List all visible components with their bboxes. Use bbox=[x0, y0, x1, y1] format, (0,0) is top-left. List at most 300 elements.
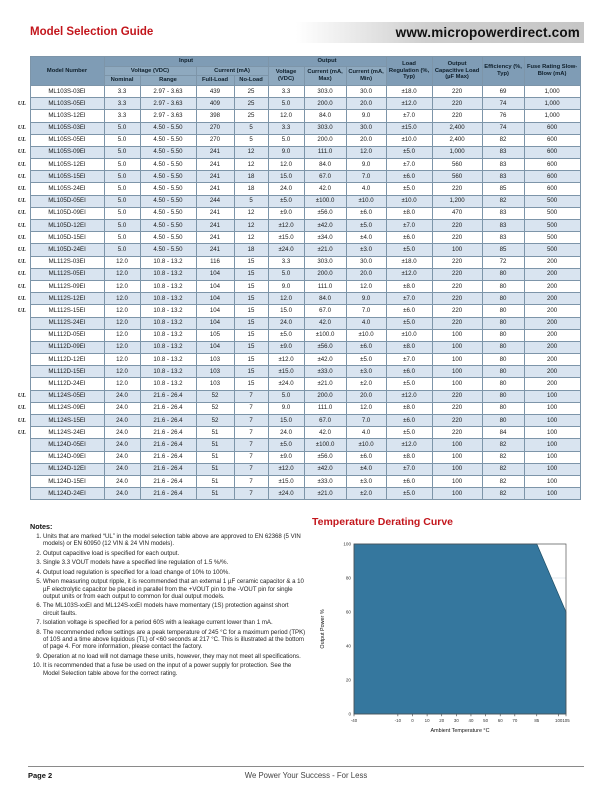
value-cell: 9.0 bbox=[346, 159, 386, 171]
value-cell: ±7.0 bbox=[386, 220, 432, 232]
value-cell: ±2.0 bbox=[346, 488, 386, 500]
value-cell: 30.0 bbox=[346, 85, 386, 97]
value-cell: ±5.0 bbox=[346, 354, 386, 366]
value-cell: ±7.0 bbox=[386, 110, 432, 122]
value-cell: 72 bbox=[482, 256, 524, 268]
value-cell: 100 bbox=[524, 415, 580, 427]
value-cell: 12.0 bbox=[268, 159, 304, 171]
ul-mark: UL bbox=[14, 207, 30, 219]
value-cell: 80 bbox=[482, 390, 524, 402]
value-cell: ±6.0 bbox=[386, 366, 432, 378]
model-number-cell: ML112S-09EI bbox=[30, 280, 104, 292]
value-cell: 200 bbox=[524, 305, 580, 317]
ul-mark: UL bbox=[14, 305, 30, 317]
value-cell: 80 bbox=[482, 366, 524, 378]
value-cell: ±15.0 bbox=[268, 475, 304, 487]
value-cell: 24.0 bbox=[104, 451, 140, 463]
value-cell: 200.0 bbox=[304, 134, 346, 146]
value-cell: 241 bbox=[196, 232, 234, 244]
value-cell: 24.0 bbox=[104, 439, 140, 451]
value-cell: 241 bbox=[196, 171, 234, 183]
ul-mark bbox=[14, 463, 30, 475]
value-cell: ±34.0 bbox=[304, 232, 346, 244]
value-cell: 2.97 - 3.63 bbox=[140, 85, 196, 97]
value-cell: 12 bbox=[234, 207, 268, 219]
value-cell: ±5.0 bbox=[386, 427, 432, 439]
ul-mark: UL bbox=[14, 415, 30, 427]
value-cell: ±10.0 bbox=[346, 195, 386, 207]
value-cell: 18 bbox=[234, 183, 268, 195]
value-cell: 12 bbox=[234, 232, 268, 244]
value-cell: 5.0 bbox=[104, 159, 140, 171]
value-cell: 200 bbox=[524, 293, 580, 305]
value-cell: 12 bbox=[234, 146, 268, 158]
model-number-cell: ML112S-05EI bbox=[30, 268, 104, 280]
value-cell: 100 bbox=[432, 488, 482, 500]
derating-chart-block bbox=[312, 516, 588, 744]
value-cell: 85 bbox=[482, 183, 524, 195]
value-cell: 9.0 bbox=[346, 293, 386, 305]
value-cell: ±56.0 bbox=[304, 207, 346, 219]
value-cell: 24.0 bbox=[104, 427, 140, 439]
value-cell: 220 bbox=[432, 268, 482, 280]
value-cell: 10.8 - 13.2 bbox=[140, 280, 196, 292]
value-cell: 15 bbox=[234, 317, 268, 329]
value-cell: 84.0 bbox=[304, 110, 346, 122]
value-cell: 220 bbox=[432, 256, 482, 268]
value-cell: 439 bbox=[196, 85, 234, 97]
value-cell: 100 bbox=[432, 329, 482, 341]
value-cell: 4.50 - 5.50 bbox=[140, 207, 196, 219]
value-cell: ±9.0 bbox=[268, 207, 304, 219]
value-cell: 104 bbox=[196, 305, 234, 317]
value-cell: 82 bbox=[482, 463, 524, 475]
value-cell: 82 bbox=[482, 439, 524, 451]
page-footer bbox=[28, 766, 584, 780]
col-input-current: Current (mA) bbox=[196, 66, 268, 76]
value-cell: 4.50 - 5.50 bbox=[140, 159, 196, 171]
value-cell: ±6.0 bbox=[386, 171, 432, 183]
value-cell: ±5.0 bbox=[386, 488, 432, 500]
table-row bbox=[14, 415, 580, 427]
value-cell: 51 bbox=[196, 439, 234, 451]
value-cell: 74 bbox=[482, 98, 524, 110]
value-cell: 220 bbox=[432, 183, 482, 195]
value-cell: ±12.0 bbox=[386, 268, 432, 280]
value-cell: 220 bbox=[432, 415, 482, 427]
value-cell: 51 bbox=[196, 451, 234, 463]
model-number-cell: ML103S-12EI bbox=[30, 110, 104, 122]
value-cell: ±21.0 bbox=[304, 488, 346, 500]
value-cell: 12.0 bbox=[104, 268, 140, 280]
table-row bbox=[14, 402, 580, 414]
value-cell: 15 bbox=[234, 293, 268, 305]
value-cell: 9.0 bbox=[268, 280, 304, 292]
website-url[interactable]: www.micropowerdirect.com bbox=[395, 25, 580, 40]
model-number-cell: ML112D-12EI bbox=[30, 354, 104, 366]
value-cell: 15 bbox=[234, 341, 268, 353]
y-tick-label: 80 bbox=[345, 575, 351, 581]
value-cell: 2.97 - 3.63 bbox=[140, 110, 196, 122]
value-cell: 103 bbox=[196, 354, 234, 366]
value-cell: 7.0 bbox=[346, 171, 386, 183]
value-cell: 15 bbox=[234, 329, 268, 341]
value-cell: 10.8 - 13.2 bbox=[140, 305, 196, 317]
value-cell: 80 bbox=[482, 268, 524, 280]
value-cell: 5.0 bbox=[104, 183, 140, 195]
value-cell: 241 bbox=[196, 207, 234, 219]
table-row bbox=[14, 110, 580, 122]
value-cell: ±18.0 bbox=[386, 85, 432, 97]
value-cell: 24.0 bbox=[104, 390, 140, 402]
value-cell: 100 bbox=[524, 390, 580, 402]
value-cell: 51 bbox=[196, 488, 234, 500]
value-cell: 600 bbox=[524, 146, 580, 158]
value-cell: 104 bbox=[196, 293, 234, 305]
value-cell: 12 bbox=[234, 159, 268, 171]
value-cell: 5 bbox=[234, 122, 268, 134]
value-cell: 21.6 - 26.4 bbox=[140, 427, 196, 439]
value-cell: ±5.0 bbox=[386, 317, 432, 329]
notes-list bbox=[43, 533, 306, 677]
value-cell: 82 bbox=[482, 195, 524, 207]
table-row bbox=[14, 451, 580, 463]
value-cell: 21.6 - 26.4 bbox=[140, 415, 196, 427]
value-cell: 10.8 - 13.2 bbox=[140, 317, 196, 329]
value-cell: 83 bbox=[482, 171, 524, 183]
value-cell: 600 bbox=[524, 183, 580, 195]
value-cell: 500 bbox=[524, 207, 580, 219]
value-cell: ±100.0 bbox=[304, 439, 346, 451]
table-row bbox=[14, 98, 580, 110]
model-number-cell: ML112S-03EI bbox=[30, 256, 104, 268]
ul-mark: UL bbox=[14, 146, 30, 158]
value-cell: 67.0 bbox=[304, 305, 346, 317]
value-cell: 74 bbox=[482, 122, 524, 134]
value-cell: 100 bbox=[432, 378, 482, 390]
value-cell: 100 bbox=[524, 475, 580, 487]
model-number-cell: ML124S-15EI bbox=[30, 415, 104, 427]
value-cell: 20.0 bbox=[346, 98, 386, 110]
value-cell: 7 bbox=[234, 488, 268, 500]
value-cell: 24.0 bbox=[268, 317, 304, 329]
value-cell: 12.0 bbox=[268, 110, 304, 122]
note-item: 1. Units that are marked “UL” in the model selection table above are approved to EN 62368 (5 VIN models) or EN 60950 (12 VIN & 24 VIN models). bbox=[43, 533, 306, 548]
value-cell: 103 bbox=[196, 366, 234, 378]
value-cell: 15.0 bbox=[268, 305, 304, 317]
y-tick-label: 100 bbox=[343, 541, 351, 547]
model-number-cell: ML112S-12EI bbox=[30, 293, 104, 305]
x-tick-label: 20 bbox=[439, 718, 445, 723]
table-row bbox=[14, 293, 580, 305]
value-cell: 220 bbox=[432, 232, 482, 244]
value-cell: 52 bbox=[196, 415, 234, 427]
col-nominal: Nominal bbox=[104, 76, 140, 86]
value-cell: ±42.0 bbox=[304, 354, 346, 366]
value-cell: 83 bbox=[482, 220, 524, 232]
value-cell: ±3.0 bbox=[346, 366, 386, 378]
website-banner bbox=[296, 22, 584, 43]
y-tick-label: 20 bbox=[345, 677, 351, 683]
x-tick-label: 10 bbox=[424, 718, 430, 723]
table-row bbox=[14, 85, 580, 97]
ul-mark: UL bbox=[14, 122, 30, 134]
ul-mark bbox=[14, 354, 30, 366]
value-cell: ±8.0 bbox=[386, 402, 432, 414]
value-cell: 100 bbox=[432, 341, 482, 353]
value-cell: ±5.0 bbox=[268, 195, 304, 207]
x-tick-label: -10 bbox=[394, 718, 402, 723]
value-cell: 15 bbox=[234, 305, 268, 317]
value-cell: 12.0 bbox=[104, 317, 140, 329]
value-cell: 25 bbox=[234, 98, 268, 110]
notes-heading: Notes: bbox=[30, 522, 53, 531]
table-row bbox=[14, 366, 580, 378]
value-cell: 105 bbox=[196, 329, 234, 341]
table-row bbox=[14, 329, 580, 341]
value-cell: 80 bbox=[482, 317, 524, 329]
value-cell: ±7.0 bbox=[386, 293, 432, 305]
model-number-cell: ML103S-05EI bbox=[30, 98, 104, 110]
value-cell: 5 bbox=[234, 134, 268, 146]
model-number-cell: ML105D-09EI bbox=[30, 207, 104, 219]
model-number-cell: ML124D-15EI bbox=[30, 475, 104, 487]
value-cell: 76 bbox=[482, 110, 524, 122]
model-number-cell: ML112D-05EI bbox=[30, 329, 104, 341]
value-cell: 5.0 bbox=[104, 171, 140, 183]
value-cell: 100 bbox=[524, 488, 580, 500]
ul-mark: UL bbox=[14, 427, 30, 439]
value-cell: ±8.0 bbox=[386, 207, 432, 219]
value-cell: 5.0 bbox=[104, 207, 140, 219]
value-cell: 10.8 - 13.2 bbox=[140, 354, 196, 366]
value-cell: 42.0 bbox=[304, 183, 346, 195]
value-cell: 15 bbox=[234, 280, 268, 292]
value-cell: ±3.0 bbox=[346, 475, 386, 487]
ul-mark bbox=[14, 85, 30, 97]
y-tick-label: 40 bbox=[345, 643, 351, 649]
value-cell: 10.8 - 13.2 bbox=[140, 378, 196, 390]
value-cell: ±21.0 bbox=[304, 378, 346, 390]
value-cell: 9.0 bbox=[268, 402, 304, 414]
ul-mark: UL bbox=[14, 293, 30, 305]
table-row bbox=[14, 280, 580, 292]
value-cell: 5.0 bbox=[268, 134, 304, 146]
value-cell: 84 bbox=[482, 427, 524, 439]
value-cell: 15.0 bbox=[268, 171, 304, 183]
value-cell: 100 bbox=[432, 463, 482, 475]
model-number-cell: ML105D-15EI bbox=[30, 232, 104, 244]
value-cell: 7 bbox=[234, 402, 268, 414]
ul-mark bbox=[14, 317, 30, 329]
value-cell: 4.50 - 5.50 bbox=[140, 220, 196, 232]
value-cell: ±5.0 bbox=[386, 183, 432, 195]
value-cell: 51 bbox=[196, 427, 234, 439]
value-cell: 12.0 bbox=[104, 341, 140, 353]
value-cell: ±10.0 bbox=[386, 329, 432, 341]
value-cell: 100 bbox=[524, 439, 580, 451]
value-cell: 83 bbox=[482, 146, 524, 158]
value-cell: ±2.0 bbox=[346, 378, 386, 390]
value-cell: 560 bbox=[432, 159, 482, 171]
value-cell: ±6.0 bbox=[386, 232, 432, 244]
value-cell: 20.0 bbox=[346, 134, 386, 146]
value-cell: ±5.0 bbox=[346, 220, 386, 232]
value-cell: 100 bbox=[432, 439, 482, 451]
col-output-current-min: Current (mA, Min) bbox=[346, 66, 386, 85]
value-cell: 200 bbox=[524, 317, 580, 329]
value-cell: 1,000 bbox=[524, 98, 580, 110]
y-tick-label: 0 bbox=[348, 711, 351, 717]
value-cell: 220 bbox=[432, 98, 482, 110]
value-cell: 24.0 bbox=[268, 183, 304, 195]
value-cell: ±4.0 bbox=[346, 232, 386, 244]
value-cell: 200 bbox=[524, 329, 580, 341]
note-item: 2. Output capacitive load is specified for each output. bbox=[43, 550, 306, 557]
x-tick-label: 50 bbox=[483, 718, 489, 723]
x-tick-label: 30 bbox=[453, 718, 459, 723]
value-cell: 84.0 bbox=[304, 293, 346, 305]
value-cell: ±5.0 bbox=[268, 329, 304, 341]
value-cell: 18 bbox=[234, 171, 268, 183]
model-number-cell: ML124D-09EI bbox=[30, 451, 104, 463]
value-cell: ±7.0 bbox=[386, 354, 432, 366]
value-cell: 241 bbox=[196, 146, 234, 158]
value-cell: 30.0 bbox=[346, 256, 386, 268]
value-cell: 80 bbox=[482, 280, 524, 292]
model-number-cell: ML105D-24EI bbox=[30, 244, 104, 256]
value-cell: 111.0 bbox=[304, 402, 346, 414]
value-cell: 5.0 bbox=[104, 244, 140, 256]
ul-mark: UL bbox=[14, 171, 30, 183]
value-cell: 220 bbox=[432, 280, 482, 292]
value-cell: 111.0 bbox=[304, 146, 346, 158]
value-cell: 21.6 - 26.4 bbox=[140, 390, 196, 402]
value-cell: 69 bbox=[482, 85, 524, 97]
value-cell: 5.0 bbox=[268, 390, 304, 402]
value-cell: ±10.0 bbox=[386, 134, 432, 146]
x-tick-label: 70 bbox=[512, 718, 518, 723]
value-cell: 200 bbox=[524, 268, 580, 280]
value-cell: 24.0 bbox=[104, 488, 140, 500]
model-number-cell: ML103S-03EI bbox=[30, 85, 104, 97]
value-cell: ±21.0 bbox=[304, 244, 346, 256]
ul-mark: UL bbox=[14, 195, 30, 207]
value-cell: 500 bbox=[524, 195, 580, 207]
value-cell: 52 bbox=[196, 390, 234, 402]
value-cell: 5.0 bbox=[104, 195, 140, 207]
value-cell: 200 bbox=[524, 366, 580, 378]
value-cell: 4.50 - 5.50 bbox=[140, 146, 196, 158]
value-cell: ±24.0 bbox=[268, 488, 304, 500]
value-cell: ±9.0 bbox=[268, 341, 304, 353]
value-cell: 270 bbox=[196, 122, 234, 134]
value-cell: 82 bbox=[482, 451, 524, 463]
col-load-regulation: Load Regulation (%, Typ) bbox=[386, 57, 432, 86]
col-full-load: Full-Load bbox=[196, 76, 234, 86]
col-fuse-rating: Fuse Rating Slow-Blow (mA) bbox=[524, 57, 580, 86]
ul-mark bbox=[14, 488, 30, 500]
model-number-cell: ML105S-24EI bbox=[30, 183, 104, 195]
value-cell: 1,000 bbox=[524, 85, 580, 97]
table-row bbox=[14, 378, 580, 390]
value-cell: ±6.0 bbox=[386, 475, 432, 487]
chart-title: Temperature Derating Curve bbox=[312, 516, 454, 528]
value-cell: 21.6 - 26.4 bbox=[140, 439, 196, 451]
page-title: Model Selection Guide bbox=[30, 26, 154, 38]
value-cell: 21.6 - 26.4 bbox=[140, 488, 196, 500]
col-input-voltage: Voltage (VDC) bbox=[104, 66, 196, 76]
value-cell: 104 bbox=[196, 280, 234, 292]
value-cell: 5.0 bbox=[268, 98, 304, 110]
value-cell: 409 bbox=[196, 98, 234, 110]
value-cell: 12.0 bbox=[104, 305, 140, 317]
value-cell: 12.0 bbox=[346, 402, 386, 414]
model-number-cell: ML105S-09EI bbox=[30, 146, 104, 158]
table-row bbox=[14, 305, 580, 317]
model-number-cell: ML112D-15EI bbox=[30, 366, 104, 378]
value-cell: 12.0 bbox=[104, 366, 140, 378]
value-cell: 7 bbox=[234, 475, 268, 487]
ul-column-header bbox=[14, 57, 30, 86]
value-cell: 5.0 bbox=[268, 268, 304, 280]
value-cell: 220 bbox=[432, 220, 482, 232]
value-cell: 80 bbox=[482, 354, 524, 366]
ul-mark: UL bbox=[14, 220, 30, 232]
value-cell: 200 bbox=[524, 354, 580, 366]
value-cell: 100 bbox=[432, 475, 482, 487]
table-row bbox=[14, 427, 580, 439]
table-row bbox=[14, 195, 580, 207]
value-cell: 10.8 - 13.2 bbox=[140, 329, 196, 341]
table-row bbox=[14, 439, 580, 451]
value-cell: 12.0 bbox=[104, 280, 140, 292]
table-row bbox=[14, 122, 580, 134]
ul-mark bbox=[14, 329, 30, 341]
value-cell: 83 bbox=[482, 159, 524, 171]
col-model-number: Model Number bbox=[30, 57, 104, 86]
value-cell: ±42.0 bbox=[304, 463, 346, 475]
value-cell: ±12.0 bbox=[386, 390, 432, 402]
value-cell: 83 bbox=[482, 207, 524, 219]
value-cell: 3.3 bbox=[104, 110, 140, 122]
table-row bbox=[14, 341, 580, 353]
value-cell: 15 bbox=[234, 354, 268, 366]
table-row bbox=[14, 488, 580, 500]
value-cell: 600 bbox=[524, 159, 580, 171]
value-cell: 111.0 bbox=[304, 280, 346, 292]
value-cell: 220 bbox=[432, 110, 482, 122]
note-item: 7. Isolation voltage is specified for a period 60S with a leakage current lower than 1 mA. bbox=[43, 619, 306, 626]
value-cell: 241 bbox=[196, 244, 234, 256]
value-cell: ±100.0 bbox=[304, 329, 346, 341]
value-cell: 12.0 bbox=[104, 378, 140, 390]
table-row bbox=[14, 183, 580, 195]
value-cell: 24.0 bbox=[104, 475, 140, 487]
value-cell: 9.0 bbox=[268, 146, 304, 158]
value-cell: 12 bbox=[234, 220, 268, 232]
value-cell: 200.0 bbox=[304, 390, 346, 402]
value-cell: 3.3 bbox=[104, 98, 140, 110]
y-tick-label: 60 bbox=[345, 609, 351, 615]
value-cell: ±15.0 bbox=[386, 122, 432, 134]
note-item: 8. The recommended reflow settings are a peak temperature of 245 °C for a maximum period (TPK) of 10S and a time above liquidous (TL) of <60 seconds at 217 °C. This is illustrated at the bottom of page 4. For more information, please contact the factory. bbox=[43, 629, 306, 651]
value-cell: 25 bbox=[234, 110, 268, 122]
ul-mark: UL bbox=[14, 159, 30, 171]
value-cell: 80 bbox=[482, 305, 524, 317]
value-cell: 82 bbox=[482, 488, 524, 500]
value-cell: 21.6 - 26.4 bbox=[140, 402, 196, 414]
